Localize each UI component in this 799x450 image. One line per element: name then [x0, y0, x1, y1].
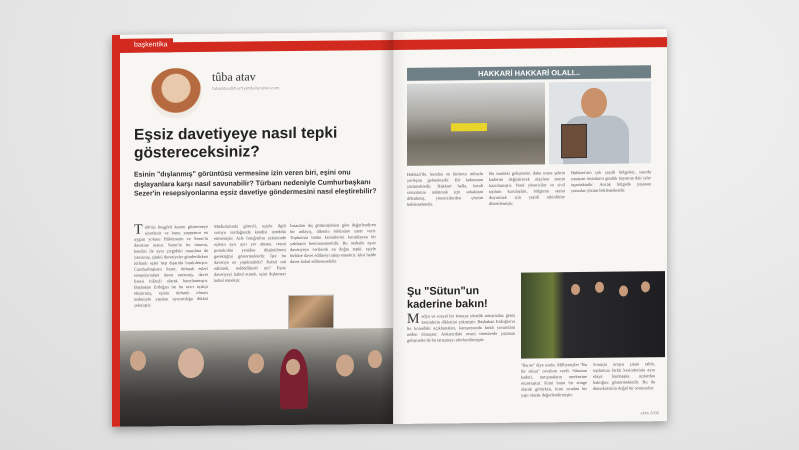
magazine-spread — [112, 29, 667, 427]
sutun-column-2: "Bu ne" diye sordu. Milliyetçiler "Bu bir sütun" cevabını verdi. Sütunun kaderi, tartışmaların merkezine oturmuştur. Kimi bunu bir simge olarak görürken, kimi sıradan bir yapı olarak değerlendirmiştir. — [521, 361, 587, 398]
page-footer: ekim 2006 — [640, 410, 659, 416]
street-protest-photo — [407, 82, 545, 165]
red-edge-strip — [112, 35, 120, 427]
drop-cap: T — [134, 222, 143, 238]
article-headline: Eşsiz davetiyeye nasıl tepki göstereceksiniz? — [134, 124, 338, 162]
sutun-column-1-text: edya ve sosyal bir konuya yönelik tartışmalar, geniş kesimlerin dikkatini çekmiştir. Başbakan Erdoğan'ın bu konudaki açıklamaları, kamuoyunda farklı yorumlara neden olmuştur. Ankara'daki resmi törenlerde yaşanan gelişmeler de bu tartışmayı alevlendirmiştir. — [407, 312, 515, 343]
right-page — [393, 29, 667, 424]
officials-photo — [521, 271, 665, 359]
sutun-headline: Şu "Sütun"un kaderine bakın! — [407, 285, 488, 311]
left-page — [112, 32, 394, 427]
section-label: başkentika — [120, 38, 173, 53]
right-column-1: Hakkari'de, bundan on binlerce nüfuslu yerleşim gelmektedir. Bir kahraman yürümektedir. Hakkari halkı, kendi sorunlarını anlatmak için sokaklara dökülmüş, yöneticilerden çözüm beklemektedir. — [407, 171, 483, 207]
drop-cap-2: M — [407, 311, 420, 327]
article-column-1 — [134, 224, 208, 329]
article-deck: Esinin "dışlanmış" görüntüsü vermesine izin veren biri, eşini onu dışlayanlara karşı nasıl savunabilir? Türbanı nedeniyle Cumhurbaşkanı Sezer'in resepsiyonlarına eşsiz davetiye göndermesini nasıl eleştirebilir? — [134, 169, 377, 198]
man-with-book-photo — [549, 81, 651, 164]
sutun-column-1 — [407, 313, 515, 414]
author-email: tubaatav@hurriyetdailynews.com — [212, 85, 280, 91]
column-1-text: ürk'ün hoşgörü kanını göstermeye niyetlenir ve bunu yapmanın en uygun yolunu Hükümetin ve Sezer'in davetine inanır. Sezer'in bu tutumu, kendisi ile aynı çizgideki insanlara da yansımış, çünkü davetiyeler gönderilirken türbanlı eşler hep dışarıda bırakılmıştır. Cumhurbaşkanı Sezer, türbanlı eşleri resepsiyonlara davet etmemiş, davet listesi bilinçli olarak hazırlanmıştır. Başbakan Erdoğan ise bu tavrı açıkça eleştirmiş, eşinin türbanlı olması nedeniyle yapılan ayrımcılığa dikkat çekmiştir. — [134, 223, 208, 308]
article-column-2: Mudurluktaki görevli, eşiyle ilgili soruyu sorduğunda kendisi tereddüt etmemiştir. Aile fotoğrafını çekiminde eşlerin ayrı ayrı yer alması, resmi protokolün yeniden düşünülmesi gerektiğini göstermektedir. İşte bu davetiye ne yapılmalıdır? Kabul mü edilmeli, reddedilmeli mi? Eşsiz davetiyeyi kabul etmek, eşini dışlamayı kabul etmektir. — [214, 223, 286, 283]
crowd-photo — [120, 328, 393, 427]
inset-photo — [288, 295, 334, 329]
author-name: tûba atav — [212, 69, 256, 84]
top-red-bar-right — [393, 37, 667, 50]
hakkari-banner: HAKKARİ HAKKARİ OLALI... — [407, 65, 651, 81]
right-column-3: Hakkari'nin çok çeşitli bölgeleri, sınırda yaşayan insanların günlük hayatına dair izler taşımaktadır. Ancak bölgede yaşanan sorunlar çözüm beklemektedir. — [571, 169, 651, 194]
article-column-3: İnsanları dış görünüşlerine göre değerlendiren bir anlayış, ülkenin bütününe zarar verir. Toplumun bütün kesimlerini kucaklayan bir yaklaşım benimsenmelidir. Bu nedenle eşsiz davetiyeye verilecek en doğru tepki, eşiyle birlikte davet edilmeyi talep etmektir. Aksi halde davet kabul edilmemelidir. — [290, 222, 376, 265]
sutun-column-3: Sonuçta ortaya çıkan tablo, toplumun farklı kesimlerinin aynı olaya bambaşka açılardan baktığını göstermektedir. Bu da demokrasinin doğal bir sonucudur. — [593, 361, 655, 391]
author-portrait — [150, 68, 202, 119]
right-column-2: Bu sıradaki gelişmeler, daha sonra şehrin kaderini değiştirecek olaylara zemin hazırlamıştır. Yerel yöneticiler ve sivil toplum kuruluşları, bölgenin sesini duyurmak için çeşitli etkinlikler düzenlemiştir. — [489, 170, 565, 206]
